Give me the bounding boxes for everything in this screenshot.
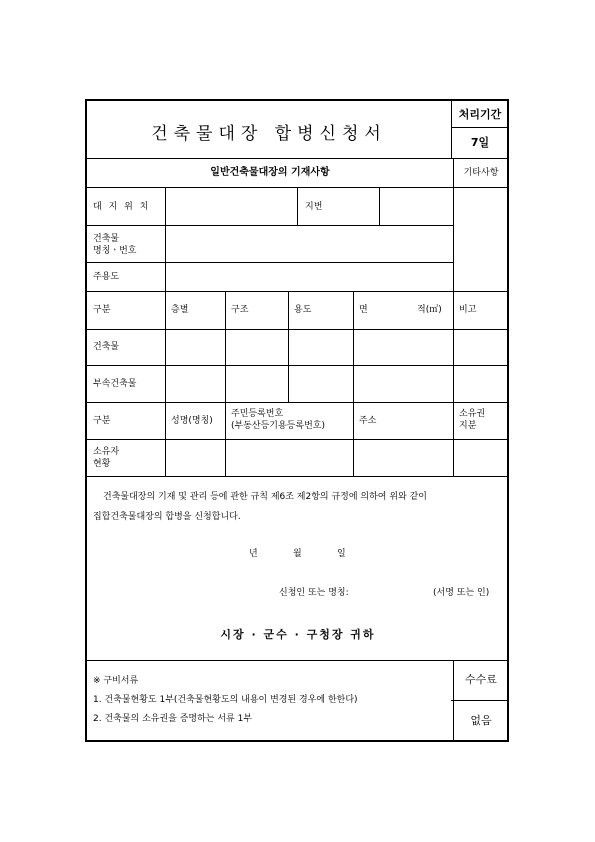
building-name-label-line2: 명칭ㆍ번호: [93, 246, 137, 256]
applicant-label: 신청인 또는 명칭:: [279, 588, 349, 598]
divider: [87, 262, 453, 263]
date-month: 월: [293, 549, 302, 559]
fee-label: 수수료: [465, 673, 497, 686]
statement-line2: 집합건축물대장의 합병을 신청합니다.: [93, 512, 241, 522]
divider: [353, 402, 354, 476]
divider: [451, 127, 509, 128]
notes-label: 기타사항: [463, 168, 499, 178]
processing-period-value: 7일: [470, 136, 490, 149]
building-name-label-line1: 건축물: [93, 234, 120, 244]
owner-category-header: 구분: [93, 416, 111, 426]
row-building-label: 건축물: [93, 342, 120, 352]
owner-name-header: 성명(명칭): [171, 416, 213, 426]
site-location-label: 대 지 위 치: [93, 202, 151, 212]
owner-id-header-line2: (부동산등기용등록번호): [231, 421, 325, 431]
area-header-a: 면: [359, 305, 368, 315]
divider: [453, 158, 454, 476]
owner-share-header-line2: 지분: [459, 421, 477, 431]
area-header-b: 적(㎡): [417, 305, 442, 315]
row-annex-label: 부속건축물: [93, 379, 137, 389]
divider: [451, 700, 509, 701]
required-docs-title: ※ 구비서류: [93, 676, 139, 686]
divider: [165, 187, 166, 225]
divider: [225, 291, 226, 402]
remarks-header: 비고: [459, 305, 477, 315]
divider: [87, 476, 509, 477]
divider: [87, 365, 509, 366]
date-year: 년: [249, 549, 258, 559]
required-doc-1: 1. 건축물현황도 1부(건축물현황도의 내용이 변경된 경우에 한한다): [93, 695, 358, 705]
divider: [87, 225, 453, 226]
divider: [297, 187, 298, 225]
statement-line1: 건축물대장의 기재 및 관리 등에 관한 규칙 제6조 제2항의 규정에 의하여 위와 같이: [103, 492, 427, 502]
divider: [165, 402, 166, 476]
divider: [165, 225, 166, 291]
divider: [87, 402, 509, 403]
divider: [288, 291, 289, 402]
divider: [225, 402, 226, 476]
divider: [353, 291, 354, 402]
application-form: [85, 99, 509, 742]
date-day: 일: [337, 549, 346, 559]
owner-id-header-line1: 주민등록번호: [231, 409, 284, 419]
divider: [87, 158, 509, 159]
owner-address-header: 주소: [359, 416, 377, 426]
divider: [87, 329, 509, 330]
signature-label: (서명 또는 인): [433, 588, 490, 598]
required-doc-2: 2. 건축물의 소유권을 증명하는 서류 1부: [93, 714, 253, 724]
divider: [87, 291, 509, 292]
owner-status-label-line2: 현황: [93, 459, 111, 469]
floor-header: 층별: [171, 305, 189, 315]
divider: [87, 439, 509, 440]
addressee: 시장 · 군수 · 구청장 귀하: [220, 628, 376, 641]
divider: [453, 660, 454, 742]
processing-period-label: 처리기간: [458, 108, 502, 121]
fee-value: 없음: [470, 714, 492, 727]
owner-share-header-line1: 소유권: [459, 409, 486, 419]
divider: [87, 660, 509, 661]
structure-header: 구조: [231, 305, 249, 315]
section-title: 일반건축물대장의 기재사항: [210, 167, 330, 178]
divider: [87, 187, 509, 188]
divider: [165, 291, 166, 402]
owner-status-label-line1: 소유자: [93, 447, 120, 457]
use-header: 용도: [294, 305, 312, 315]
main-use-label: 주용도: [93, 272, 120, 282]
form-title: 건축물대장 합병신청서: [151, 124, 387, 144]
divider: [379, 187, 380, 225]
lot-number-label: 지번: [305, 202, 323, 212]
category-header: 구분: [93, 305, 111, 315]
